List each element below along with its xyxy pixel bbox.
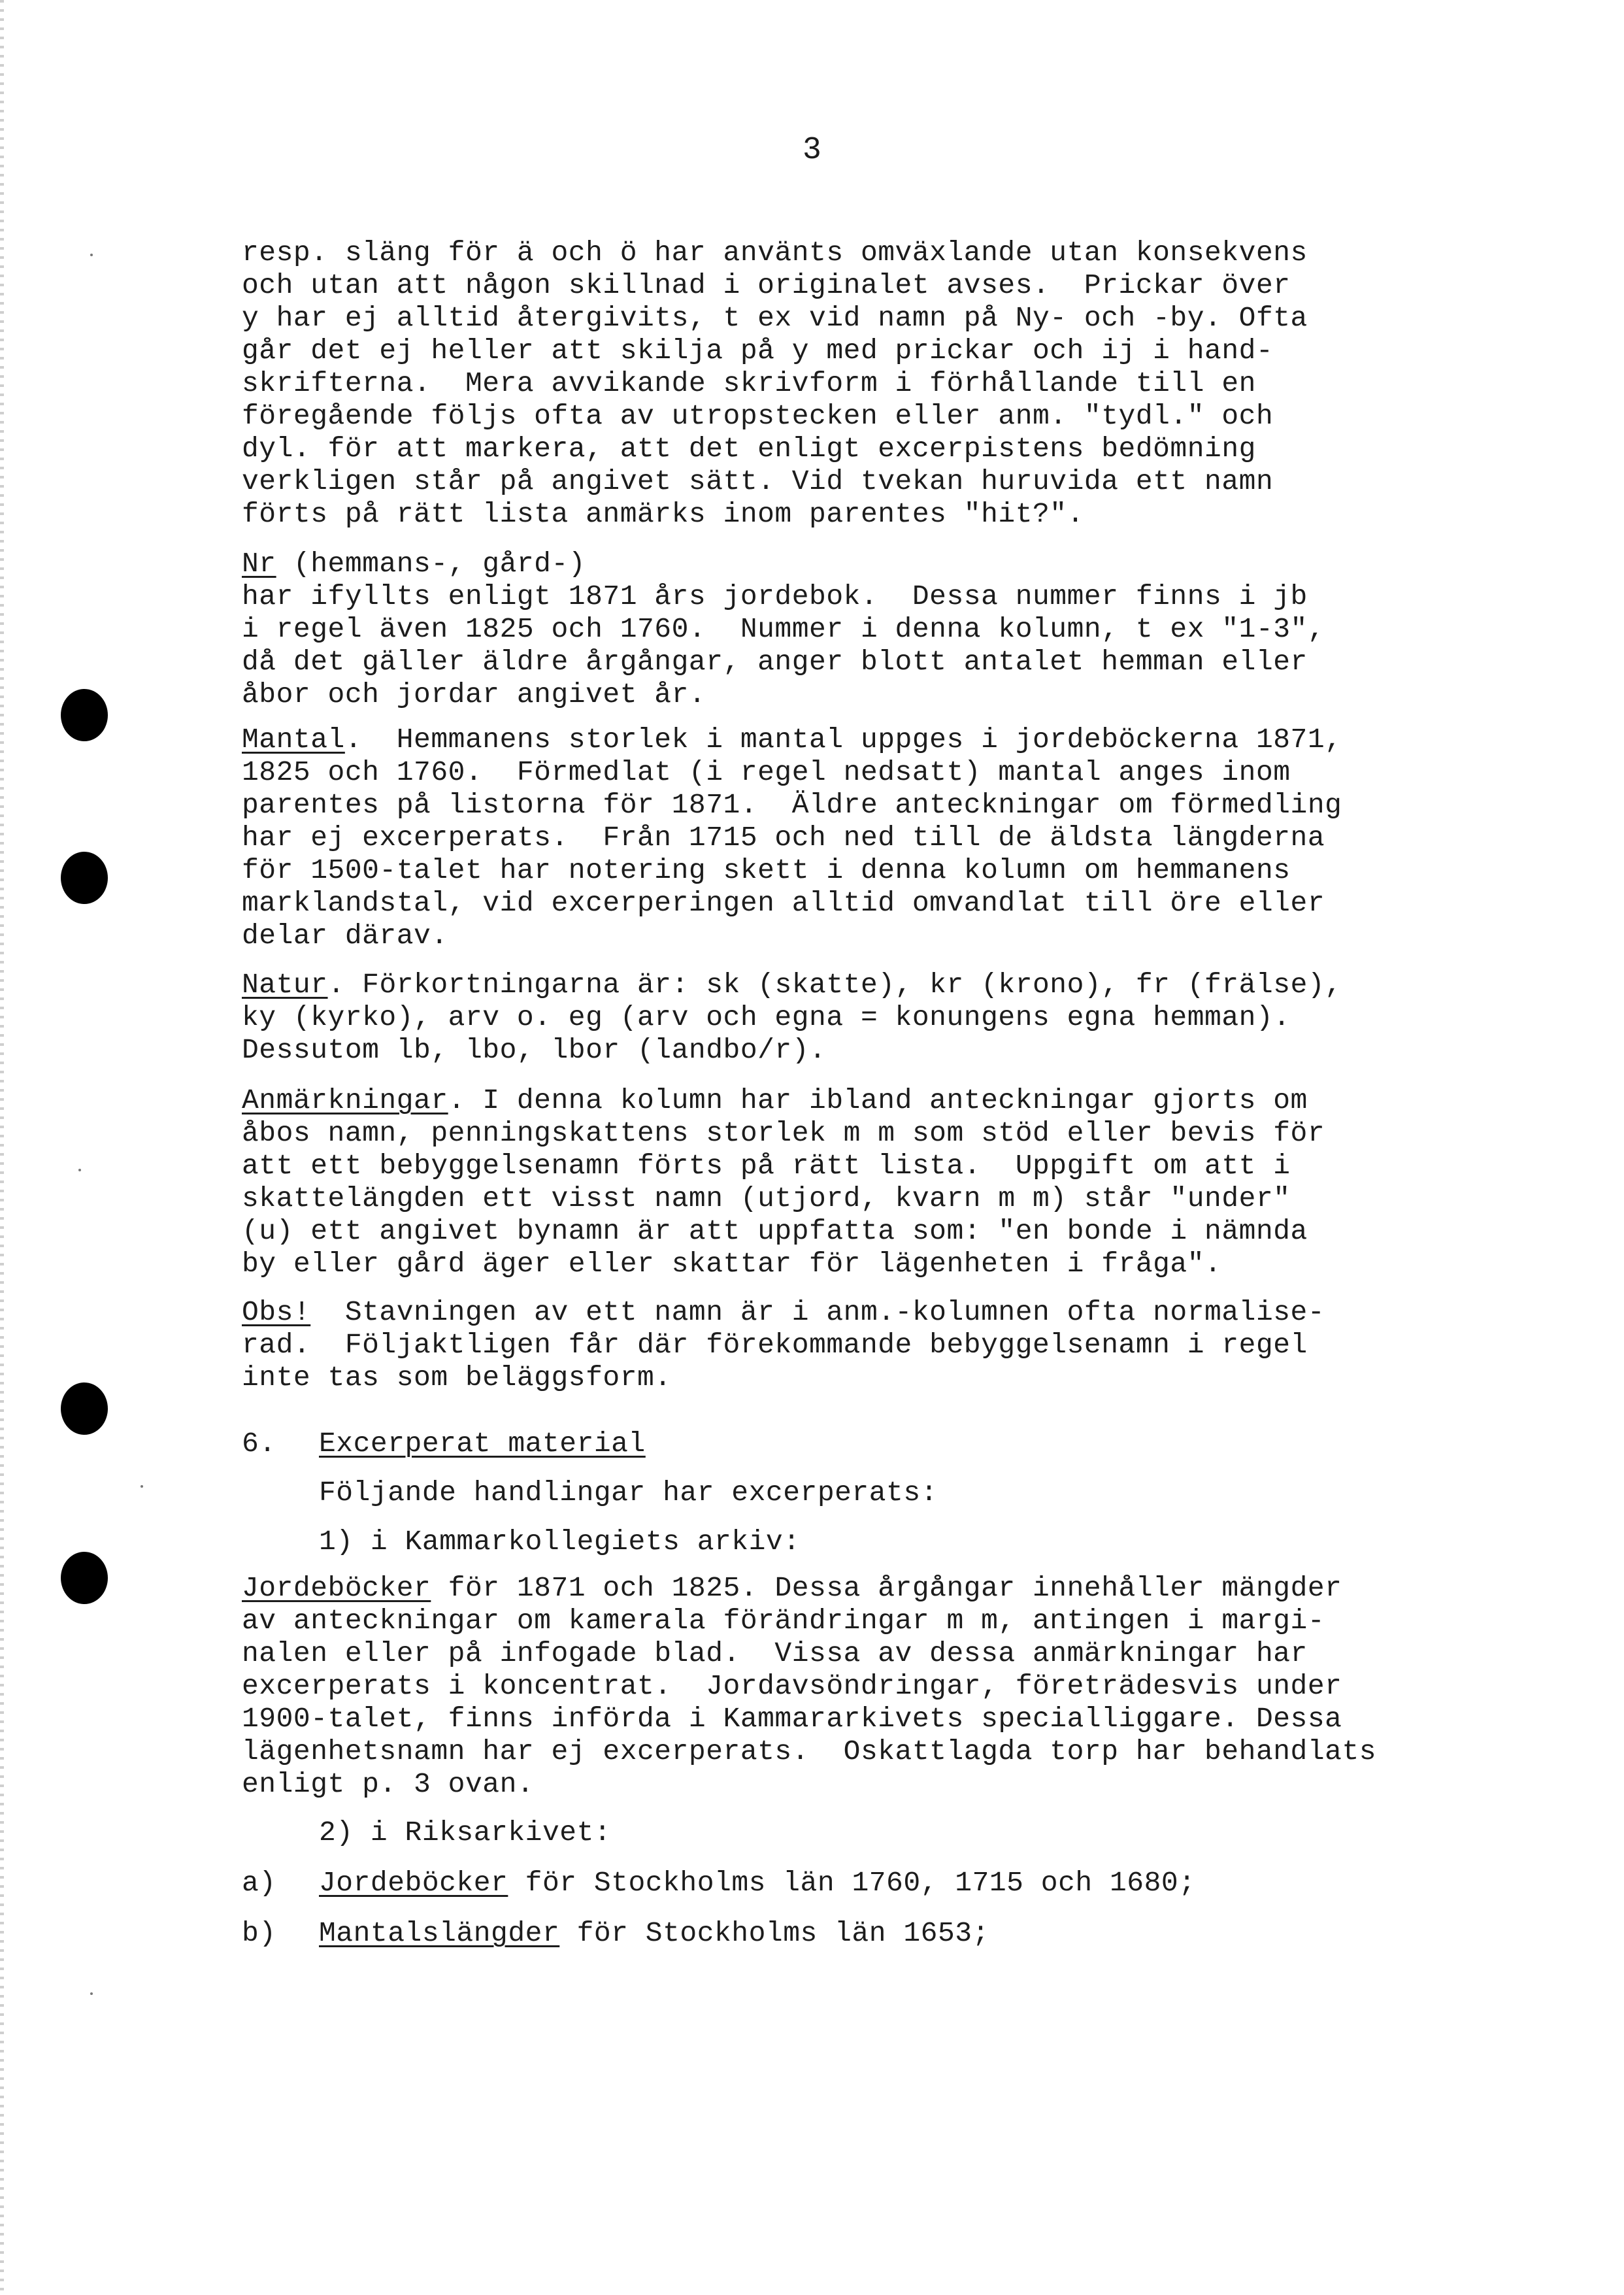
heading-nr: Nr	[242, 548, 276, 580]
text-line: y har ej alltid återgivits, t ex vid namn på Ny- och -by. Ofta	[242, 302, 1308, 334]
punch-hole	[61, 689, 108, 741]
text-run: . I denna kolumn har ibland anteckningar gjorts om	[448, 1084, 1308, 1116]
text-line: Följande handlingar har excerperats:	[319, 1477, 938, 1509]
section-nr	[242, 548, 1582, 711]
text-line: åbos namn, penningskattens storlek m m som stöd eller bevis för	[242, 1117, 1325, 1149]
heading-note: (hemmans-, gård-)	[276, 548, 586, 580]
section-6-sub2	[242, 1817, 1582, 1849]
text-line: 1) i Kammarkollegiets arkiv:	[319, 1526, 801, 1558]
section-obs	[242, 1296, 1582, 1394]
text-line: av anteckningar om kamerala förändringar m m, antingen i margi-	[242, 1605, 1325, 1637]
text-line	[242, 724, 1582, 756]
text-line: åbor och jordar angivet år.	[242, 678, 706, 711]
text-run: Stavningen av ett namn är i anm.-kolumnen ofta normalise-	[310, 1296, 1325, 1328]
text-line: 1825 och 1760. Förmedlat (i regel nedsatt) mantal anges inom	[242, 756, 1291, 788]
section-6	[242, 1428, 1582, 1460]
text-line: föregående följs ofta av utropstecken eller anm. "tydl." och	[242, 400, 1274, 432]
text-line	[242, 969, 1582, 1001]
heading-anmarkningar: Anmärkningar	[242, 1084, 448, 1116]
scan-speck	[90, 1992, 93, 1995]
section-anmarkningar	[242, 1084, 1582, 1281]
punch-hole	[61, 1552, 108, 1604]
section-mantal	[242, 724, 1582, 952]
text-line: delar därav.	[242, 920, 448, 952]
paragraph-transcription-notes	[242, 237, 1582, 531]
text-run: för Stockholms län 1653;	[559, 1917, 989, 1949]
text-line: lägenhetsnamn har ej excerperats. Oskattlagda torp har behandlats	[242, 1735, 1377, 1767]
text-line: Dessutom lb, lbo, lbor (landbo/r).	[242, 1034, 827, 1066]
scan-speck	[90, 254, 93, 256]
punch-hole	[61, 852, 108, 904]
text-line: nalen eller på infogade blad. Vissa av dessa anmärkningar har	[242, 1637, 1308, 1669]
text-line: att ett bebyggelsenamn förts på rätt lista. Uppgift om att i	[242, 1150, 1291, 1182]
section-jordebocker	[242, 1572, 1582, 1801]
text-line: går det ej heller att skilja på y med prickar och ij i hand-	[242, 335, 1274, 367]
text-line: skattelängden ett visst namn (utjord, kvarn m m) står "under"	[242, 1182, 1291, 1215]
text-line: resp. släng för ä och ö har använts omväxlande utan konsekvens	[242, 237, 1308, 269]
heading-mantal: Mantal	[242, 724, 345, 756]
text-line: i regel även 1825 och 1760. Nummer i denna kolumn, t ex "1-3",	[242, 613, 1325, 645]
scan-perforation-edge	[0, 0, 4, 2295]
section-6-sub1	[242, 1526, 1582, 1558]
text-line: by eller gård äger eller skattar för lägenheten i fråga".	[242, 1248, 1222, 1280]
text-run: för Stockholms län 1760, 1715 och 1680;	[508, 1867, 1196, 1899]
section-heading-line	[242, 548, 1582, 580]
text-run: . Hemmanens storlek i mantal uppges i jordeböckerna 1871,	[344, 724, 1342, 756]
heading-obs: Obs!	[242, 1296, 311, 1328]
text-line: har ej excerperats. Från 1715 och ned till de äldsta längderna	[242, 822, 1325, 854]
text-line	[242, 1917, 1582, 1950]
scan-speck	[141, 1485, 143, 1488]
text-line: excerperats i koncentrat. Jordavsöndringar, företrädesvis under	[242, 1670, 1342, 1702]
heading-natur: Natur	[242, 969, 328, 1001]
section-6-intro	[242, 1477, 1582, 1509]
section-natur	[242, 969, 1582, 1067]
text-line: parentes på listorna för 1871. Äldre anteckningar om förmedling	[242, 789, 1342, 821]
section-number: 6.	[242, 1428, 276, 1460]
page-number: 3	[803, 133, 821, 168]
text-line: 1900-talet, finns införda i Kammararkivets specialliggare. Dessa	[242, 1703, 1342, 1735]
text-line: och utan att någon skillnad i originalet avses. Prickar över	[242, 269, 1291, 301]
scan-speck	[78, 1169, 81, 1171]
text-line: ky (kyrko), arv o. eg (arv och egna = konungens egna hemman).	[242, 1001, 1291, 1033]
text-line	[242, 1572, 1582, 1605]
list-label: b)	[242, 1917, 276, 1949]
heading-jordebocker-riks: Jordeböcker	[319, 1867, 508, 1899]
section-title: Excerperat material	[319, 1428, 646, 1460]
text-line: 2) i Riksarkivet:	[319, 1817, 612, 1849]
list-item	[242, 1917, 1582, 1950]
heading-jordebocker: Jordeböcker	[242, 1572, 431, 1604]
text-run: . Förkortningarna är: sk (skatte), kr (krono), fr (frälse),	[327, 969, 1342, 1001]
text-line: enligt p. 3 ovan.	[242, 1768, 535, 1800]
list-label: a)	[242, 1867, 276, 1899]
text-line: då det gäller äldre årgångar, anger blott antalet hemman eller	[242, 646, 1308, 678]
text-line: dyl. för att markera, att det enligt excerpistens bedömning	[242, 433, 1256, 465]
text-line: verkligen står på angivet sätt. Vid tvekan huruvida ett namn	[242, 465, 1274, 497]
text-line: (u) ett angivet bynamn är att uppfatta som: "en bonde i nämnda	[242, 1215, 1308, 1247]
text-line: för 1500-talet har notering skett i denna kolumn om hemmanens	[242, 854, 1291, 886]
text-line: skrifterna. Mera avvikande skrivform i förhållande till en	[242, 367, 1256, 399]
punch-hole	[61, 1382, 108, 1435]
text-run: för 1871 och 1825. Dessa årgångar innehåller mängder	[431, 1572, 1342, 1604]
section-title-line	[242, 1428, 1582, 1460]
text-line: förts på rätt lista anmärks inom parentes "hit?".	[242, 498, 1084, 530]
text-line: marklandstal, vid excerperingen alltid omvandlat till öre eller	[242, 887, 1325, 919]
heading-mantalslangder: Mantalslängder	[319, 1917, 560, 1949]
text-line: rad. Följaktligen får där förekommande bebyggelsenamn i regel	[242, 1329, 1308, 1361]
text-line: inte tas som beläggsform.	[242, 1362, 672, 1394]
text-line	[242, 1084, 1582, 1117]
text-line	[242, 1867, 1582, 1900]
list-item	[242, 1867, 1582, 1900]
text-line	[242, 1296, 1582, 1329]
text-line: har ifyllts enligt 1871 års jordebok. Dessa nummer finns i jb	[242, 580, 1308, 612]
